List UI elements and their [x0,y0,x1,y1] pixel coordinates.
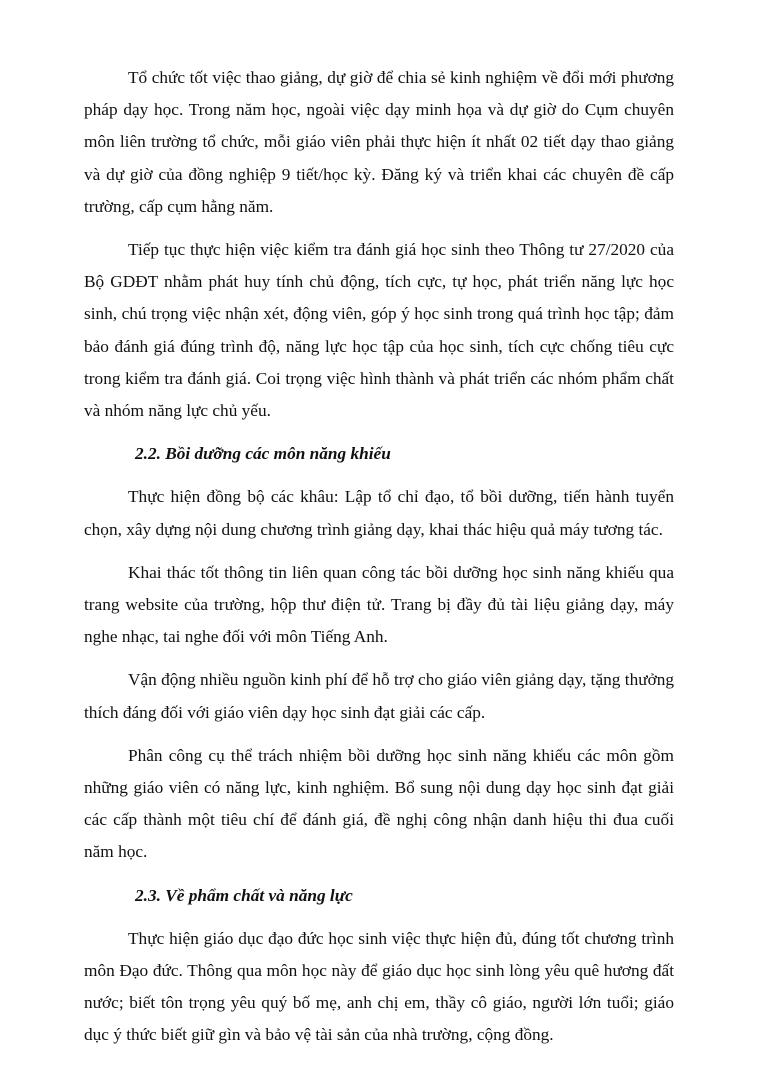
paragraph-funding: Vận động nhiều nguồn kinh phí để hỗ trợ cho giáo viên giảng dạy, tặng thưởng thích đáng đối với giáo viên dạy học sinh đạt giải các cấp. [84,670,674,722]
paragraph-assignment: Phân công cụ thể trách nhiệm bồi dưỡng học sinh năng khiếu các môn gồm những giáo viên có năng lực, kinh nghiệm. Bổ sung nội dung dạy học sinh đạt giải các cấp thành một tiêu chí để đánh giá, đề nghị công nhận danh hiệu thi đua cuối năm học. [84,745,674,862]
document-page [84,62,674,1063]
section-heading-2-3: 2.3. Về phẩm chất và năng lực [135,885,353,905]
section-heading-2-2: 2.2. Bồi dưỡng các môn năng khiếu [135,444,391,464]
paragraph-moral-education: Thực hiện giáo dục đạo đức học sinh việc thực hiện đủ, đúng tốt chương trình môn Đạo đức. Thông qua môn học này để giáo dục học sinh lòng yêu quê hương đất nước; biết tôn trọng yêu quý bố mẹ, anh chị em, thầy cô giáo, người lớn tuổi; giáo dục ý thức biết giữ gìn và bảo vệ tài sản của nhà trường, cộng đồng. [84,928,674,1045]
paragraph-information-resources: Khai thác tốt thông tin liên quan công tác bồi dưỡng học sinh năng khiếu qua trang website của trường, hộp thư điện tử. Trang bị đầy đủ tài liệu giảng dạy, máy nghe nhạc, tai nghe đối với môn Tiếng Anh. [84,562,674,647]
paragraph-coordination: Thực hiện đồng bộ các khâu: Lập tổ chỉ đạo, tổ bồi dưỡng, tiến hành tuyển chọn, xây dựng nội dung chương trình giảng dạy, khai thác hiệu quả máy tương tác. [84,487,674,539]
paragraph-student-assessment: Tiếp tục thực hiện việc kiểm tra đánh giá học sinh theo Thông tư 27/2020 của Bộ GDĐT nhằm phát huy tính chủ động, tích cực, tự học, phát triển năng lực học sinh, chú trọng việc nhận xét, động viên, góp ý học sinh trong quá trình học tập; đảm bảo đánh giá đúng trình độ, năng lực học tập của học sinh, tích cực chống tiêu cực trong kiểm tra đánh giá. Coi trọng việc hình thành và phát triển các nhóm phẩm chất và nhóm năng lực chủ yếu. [84,240,674,421]
paragraph-teaching-exchange: Tổ chức tốt việc thao giảng, dự giờ để chia sẻ kinh nghiệm về đổi mới phương pháp dạy học. Trong năm học, ngoài việc dạy minh họa và dự giờ do Cụm chuyên môn liên trường tổ chức, mỗi giáo viên phải thực hiện ít nhất 02 tiết dạy thao giảng và dự giờ của đồng nghiệp 9 tiết/học kỳ. Đăng ký và triển khai các chuyên đề cấp trường, cấp cụm hằng năm. [84,68,674,216]
